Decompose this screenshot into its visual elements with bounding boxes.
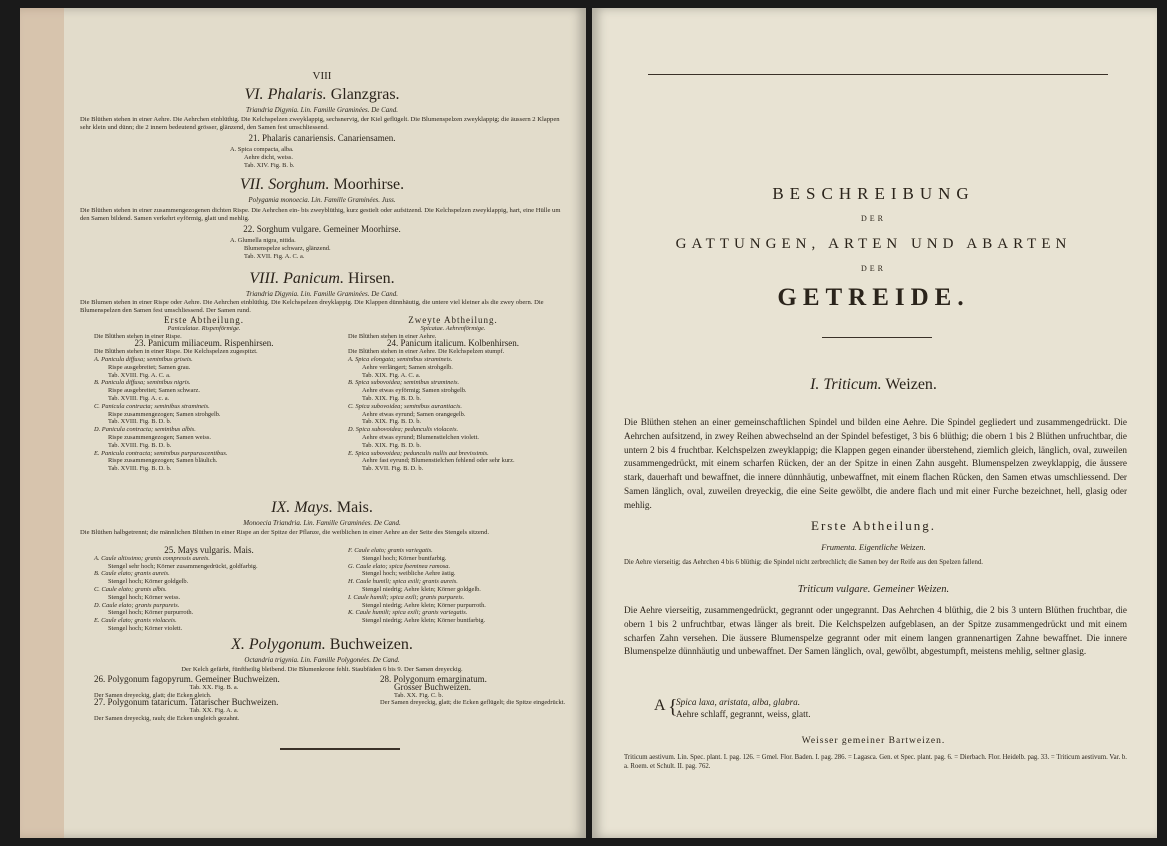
first-division-text: Die Aehre vierseitig; das Aehrchen 4 bis 6 blüthig; die Spindel nicht zerbrechlich; die Samen bey der Reife aus den Spelzen fallend. <box>624 559 983 566</box>
genus-subtitle: Octandria trigynia. Lin. Famille Polygonées. De Cand. <box>244 656 400 664</box>
end-rule <box>280 748 400 750</box>
page-edge-shadow <box>20 8 64 838</box>
title-line-3: GATTUNGEN, ARTEN UND ABARTEN <box>675 236 1072 252</box>
first-division-heading: Erste Abtheilung. <box>811 518 936 533</box>
variety-heading: Weisser gemeiner Bartweizen. <box>801 736 946 746</box>
genus-description: Die Blumen stehen in einer Rispe oder Aehre. Die Aehrchen einblüthig. Die Kelchspelzen dreyklappig. Die Klappen dünnhäutig, die untere viel kleiner als die zwey obern. Die Blumenspelzen den Samen fest umschliessend. Der Samen rund. <box>80 299 544 314</box>
genus-heading-panicum: VIII. Panicum. Hirsen. <box>249 270 395 287</box>
right-page <box>592 8 1157 838</box>
genus-description: Der Kelch gefärbt, fünftheilig bleibend. Die Blumenkrone fehlt. Staubfäden 6 bis 9. Der Samen dreyeckig. <box>181 666 463 673</box>
genus-description: Die Blüthen stehen in einer zusammengezogenen dichten Rispe. Die Aehrchen ein- bis zweyblüthig, kurz gestielt oder aufsitzend. Die Kelchspelzen zweyklappig, hart, eine Hülle um den Samen bildend. Samen verkehrt eyförmig, glatt und mehlig. <box>80 207 561 222</box>
title-line-5: GETREIDE. <box>777 284 970 311</box>
triticum-description: Die Blüthen stehen an einer gemeinschaftlichen Spindel und bilden eine Aehre. Die Spindel gegliedert und zusammengedrückt. Die Aehrchen aufsitzend, in zwey Reihen abwechselnd an der Spindel befestiget, 3 bis 6 blüthig; die obern 1 bis 2 Blüthen unfruchtbar, die untern 2 bis 4 fruchtbar. Kelchspelzen zweyklappig; die Klappen gegen einander überstehend, ziemlich gleich, länglich, oval, zuweilen zusammengedrückt, mit einem scharfen Rücken, der an der Spitze in einen Zahn ausgeht. Blumenspelzen zweyklappig, die äussere stark, dauerhaft und bewaffnet, die innere dünnhäutig, unbewaffnet, mit einem flachen Rücken, den Samen etwas umschliessend. Der Samen länglich, oval, zuweilen dreyeckig, die eine Seite gewölbt, die andere flach und mit einer Furche bezeichnet, hell, glasig oder mehlig. <box>624 417 1127 510</box>
species-line: 21. Phalaris canariensis. Canariensamen. <box>248 133 396 143</box>
synonymy-reference: Triticum aestivum. Lin. Spec. plant. I. pag. 126. = Gmel. Flor. Baden. I. pag. 286. = Lagasca. Gen. et Spec. plant. pag. 6. = Dierbach. Flor. Heidelb. pag. 33. = Triticum aestivum. Var. b. a. Roem. et Schult. II. pag. 762. <box>624 754 1127 770</box>
polygonum-species-2: 28. Polygonum emarginatum. Grosser Buchweizen. Tab. XX. Fig. C. b. Der Samen dreyeckig, glatt; die Ecken geflügelt; die Spitze eingedrückt. <box>380 674 566 707</box>
genus-heading-phalaris: VI. Phalaris. Glanzgras. <box>244 86 400 103</box>
genus-description: Die Blüthen halbgetrennt; die männlichen Blüthen in einer Rispe an der Spitze der Pflanze, die weiblichen in einer Aehre an der Seite des Stengels sitzend. <box>80 529 490 536</box>
genus-description: Die Blüthen stehen in einer Aehre. Die Aehrchen einblüthig. Die Kelchspelzen zweyklappig, sechsnervig, der Kiel geflügelt. Die Blumenspelzen zweyklappig; die äussern 2 Klappen sehr klein und dünn; die 2 innern bedeutend grösser, glänzend, den Samen fest umschliessend. <box>80 116 560 131</box>
genus-subtitle: Polygamia monoecia. Lin. Famille Graminées. Juss. <box>248 196 396 204</box>
species-heading-vulgare: Triticum vulgare. Gemeiner Weizen. <box>797 584 950 595</box>
genus-heading-polygonum: X. Polygonum. Buchweizen. <box>231 636 413 653</box>
variety-list: A. Spica compacta, alba. Aehre dicht, weiss. Tab. XIV. Fig. B. b. <box>230 146 295 169</box>
mays-varieties-2: F. Caule elato; granis variegatis. Stengel hoch; Körner buntfarbig. G. Caule elato; spica foeminea ramosa. Stengel hoch; weibliche Aehre ästig. H. Caule humili; spica exili; granis aureis. Stengel niedrig; Aehre klein; Körner goldgelb. I. Caule humili; spica exili; granis purpureis. Stengel niedrig; Aehre klein; Körner purpurroth. K. Caule humili; spica exili; granis variegatis. Stengel niedrig; Aehre klein; Körner buntfarbig. <box>348 547 486 625</box>
species-line: 22. Sorghum vulgare. Gemeiner Moorhirse. <box>243 224 401 234</box>
genus-heading-mays: IX. Mays. Mais. <box>271 499 373 516</box>
vulgare-description: Die Aehre vierseitig, zusammengedrückt, gegrannt oder ungegrannt. Das Aehrchen 4 blüthig, die 2 bis 3 untern Blüthen fruchtbar, die obern 1 bis 2 unfruchtbar, etwas länger als breit. Die Kelchspelzen aufgeblasen, an der Spitze zusammengedrückt und mit einem scharfen Zahn versehen. Die äussere Blumenspelze gegrannt oder mit einem langen grannenartigen Zahne bewaffnet. Die innere Blumenspelze dünnhäutig und unbewaffnet. Der Samen länglich, oval, gewölbt, abgestumpft, meistens mehlig, seltner glasig. <box>624 605 1127 657</box>
panicum-first-division: Erste Abtheilung. Paniculatae. Rispenförmige. Die Blüthen stehen in einer Rispe. 23. Panicum miliaceum. Rispenhirsen. Die Blüthen stehen in einer Rispe. Die Kelchspelzen zugespitzt. A. Panicula diffusa; seminibus griseis. Rispe ausgebreitet; Samen grau. Tab. XVIII. Fig. A. C. a. B. Panicula diffusa; seminibus nigris. Rispe ausgebreitet; Samen schwarz. Tab. XVIII. Fig. A. c. a. C. Panicula contracta; seminibus stramineis. Rispe zusammengezogen; Samen strohgelb. Tab. XVIII. Fig. B. D. b. D. Panicula contracta; seminibus albis. Rispe zusammengezogen; Samen weiss. Tab. XVIII. Fig. B. D. b. E. Panicula contracta; seminibus purpurascentibus. Rispe zusammengezogen; Samen bläulich. Tab. XVIII. Fig. B. D. b. <box>94 315 274 473</box>
brace: { <box>668 696 678 718</box>
variety-german: Aehre schlaff, gegrannt, weiss, glatt. <box>676 709 811 719</box>
panicum-second-division: Zweyte Abtheilung. Spicatae. Aehrenförmige. Die Blüthen stehen in einer Aehre. 24. Panicum italicum. Kolbenhirsen. Die Blüthen stehen in einer Aehre. Die Kelchspelzen stumpf. A. Spica elongata; seminibus stramineis. Aehre verlängert; Samen strohgelb. Tab. XIX. Fig. A. C. a. B. Spica subovoidea; seminibus stramineis. Aehre etwas eyförmig; Samen strohgelb. Tab. XIX. Fig. B. D. b. C. Spica subovoidea; seminibus aurantiacis. Aehre etwas eyrund; Samen orangegelb. Tab. XIX. Fig. B. D. b. D. Spica subovoidea; pedunculis violaceis. Aehre etwas eyrund; Blumenstielchen violett. Tab. XIX. Fig. B. D. b. E. Spica subovoidea; pedunculis nullis aut brevissimis. Aehre fast eyrund; Blumenstielchen fehlend oder sehr kurz. Tab. XVII. Fig. B. D. b. <box>348 315 519 473</box>
variety-list: A. Glumella nigra, nitida. Blumenspelze schwarz, glänzend. Tab. XVII. Fig. A. C. a. <box>230 237 331 260</box>
genus-subtitle: Triandria Digynia. Lin. Famille Graminées. De Cand. <box>245 290 399 298</box>
title-line-1: BESCHREIBUNG <box>772 184 975 203</box>
genus-subtitle: Monoecia Triandria. Lin. Famille Graminées. De Cand. <box>243 519 401 527</box>
left-page <box>20 8 586 838</box>
polygonum-species-1: 26. Polygonum fagopyrum. Gemeiner Buchweizen. Tab. XX. Fig. B. a. Der Samen dreyeckig, glatt; die Ecken gleich. 27. Polygonum tataricum. Tatarischer Buchweizen. Tab. XX. Fig. A. a. Der Samen dreyeckig, rauh; die Ecken ungleich gezahnt. <box>94 674 280 722</box>
page-number: VIII <box>312 70 332 82</box>
title-rule <box>822 337 932 338</box>
genus-heading-sorghum: VII. Sorghum. Moorhirse. <box>239 176 405 193</box>
top-rule <box>648 74 1108 75</box>
genus-heading-triticum: I. Triticum. Weizen. <box>810 376 937 393</box>
mays-varieties-1: 25. Mays vulgaris. Mais. A. Caule altissimo; granis compressis aureis. Stengel sehr hoch; Körner zusammengedrückt, goldfarbig. B. Caule elato; granis aureis. Stengel hoch; Körner goldgelb. C. Caule elato; granis albis. Stengel hoch; Körner weiss. D. Caule elato; granis purpureis. Stengel hoch; Körner purpurroth. E. Caule elato; granis violaceis. Stengel hoch; Körner violett. <box>94 545 258 632</box>
title-line-2: DER <box>861 214 886 223</box>
first-division-sub: Frumenta. Eigentliche Weizen. <box>821 542 926 552</box>
title-line-4: DER <box>861 264 886 273</box>
genus-subtitle: Triandria Digynia. Lin. Famille Graminées. De Cand. <box>245 106 399 114</box>
variety-latin: Spica laxa, aristata, alba, glabra. <box>676 697 801 707</box>
variety-a <box>654 696 811 720</box>
variety-letter: A <box>654 697 666 714</box>
